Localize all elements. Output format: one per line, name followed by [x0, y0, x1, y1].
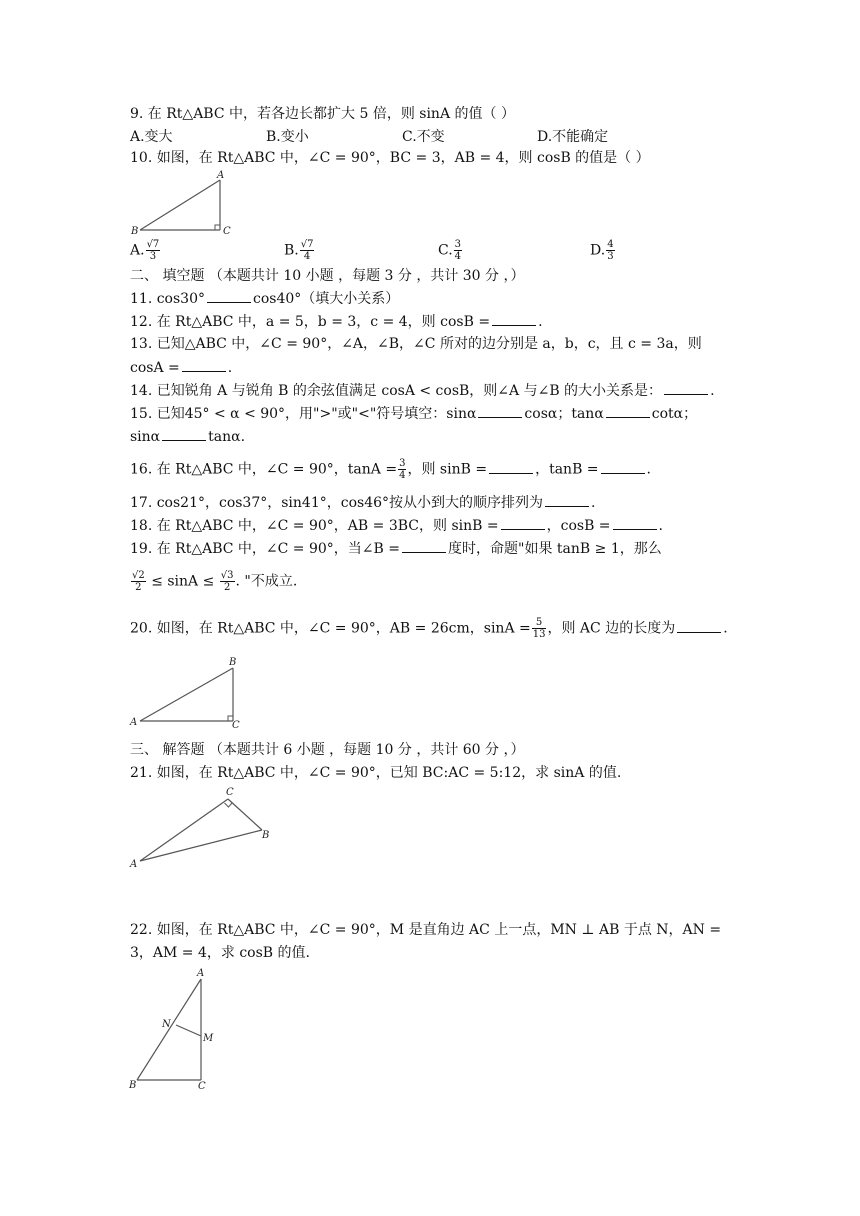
q10-option-a-fraction	[146, 239, 161, 262]
q10-option-d-den: 3	[607, 251, 614, 262]
q21-label-a: A	[130, 859, 138, 870]
q10-option-a-letter: A.	[130, 242, 145, 259]
q13-blank	[182, 357, 226, 372]
q13-part-b: .	[227, 360, 233, 376]
q14-part-a: 14. 已知锐角 A 与锐角 B 的余弦值满足 cosA < cosB，则∠A 与∠B 的大小关系是：	[130, 383, 663, 399]
q22-label-a: A	[197, 968, 205, 979]
q9-option-b: B.变小	[266, 129, 309, 145]
q20-den: 13	[532, 629, 546, 640]
q10-option-b-fraction	[300, 239, 315, 262]
q21-side-ab	[140, 830, 262, 861]
q14-part-b: .	[710, 383, 715, 399]
section3-heading: 三、 解答题 （本题共计 6 小题 ，每题 10 分 ，共计 60 分 ，）	[130, 742, 525, 758]
q22-segment-mn	[176, 1025, 201, 1036]
q15-part-c: cotα；	[651, 406, 698, 422]
q10-option-d-letter: D.	[590, 242, 606, 259]
q15-part-b: cosα；tanα	[524, 406, 604, 422]
q17-part-b: .	[591, 495, 596, 511]
q17-part-a: 17. cos21°，cos37°，sin41°，cos46°按从小到大的顺序排列为	[130, 495, 544, 511]
q20-num: 5	[532, 617, 547, 629]
q20-fraction	[532, 617, 547, 640]
q18-part-c: .	[658, 518, 663, 534]
q16-den: 4	[399, 470, 406, 481]
q22-line2: 3，AM = 4，求 cosB 的值.	[130, 945, 310, 961]
q13-line1: 13. 已知△ABC 中，∠C = 90°，∠A，∠B，∠C 所对的边分别是 a，b，c，且 c = 3a，则	[130, 336, 702, 352]
q11-part-b: cos40°（填大小关系）	[252, 291, 400, 307]
q12-part-b: .	[538, 314, 543, 330]
q18-blank-1	[501, 515, 545, 530]
q19-part-d: . "不成立.	[235, 573, 298, 590]
q16-fraction	[398, 458, 406, 481]
q21-label-c: C	[226, 787, 234, 798]
q16-line	[130, 458, 651, 481]
q16-part-b: ，则 sinB =	[407, 461, 488, 478]
q20-part-c: .	[723, 620, 728, 637]
q11-line	[130, 288, 399, 309]
q10-label-c: C	[223, 226, 231, 237]
q20-part-a: 20. 如图，在 Rt△ABC 中，∠C = 90°，AB = 26cm，sinA =	[130, 620, 531, 637]
q21-stem: 21. 如图，在 Rt△ABC 中，∠C = 90°，已知 BC:AC = 5:12，求 sinA 的值.	[130, 765, 622, 781]
q22-triangle-figure	[125, 965, 225, 1095]
q22-label-c: C	[198, 1081, 206, 1092]
q13-line2	[130, 357, 232, 378]
q20-label-b: B	[229, 657, 237, 668]
q21-right-angle-mark	[225, 803, 233, 807]
q11-part-a: 11. cos30°	[130, 291, 205, 307]
q10-option-d	[590, 239, 616, 262]
q10-option-b-num: √7	[300, 239, 314, 250]
q10-triangle-figure	[128, 170, 238, 240]
q15-line2	[130, 426, 245, 447]
q10-option-c	[438, 239, 463, 262]
q16-num: 3	[399, 458, 406, 469]
q18-line	[130, 515, 663, 536]
q19-blank	[402, 538, 446, 553]
q22-label-n: N	[162, 1019, 171, 1030]
q10-label-b: B	[131, 226, 139, 237]
q10-option-a-num: √7	[146, 239, 160, 250]
q12-line	[130, 311, 543, 332]
q10-option-c-fraction	[454, 239, 462, 262]
q11-blank	[207, 288, 251, 303]
q9-option-a: A.变大	[130, 129, 173, 145]
q12-part-a: 12. 在 Rt△ABC 中，a = 5，b = 3，c = 4，则 cosB =	[130, 314, 491, 330]
q10-right-angle-mark	[215, 225, 220, 230]
q18-blank-2	[613, 515, 657, 530]
q20-triangle-figure	[128, 655, 248, 730]
q20-blank	[677, 618, 721, 633]
q10-option-a-den: 3	[149, 251, 157, 262]
q19-part-c: ≤ sinA ≤	[151, 573, 215, 590]
q16-blank-2	[601, 459, 645, 474]
q21-side-cb	[228, 799, 262, 830]
q14-line	[130, 380, 715, 401]
q21-label-b: B	[262, 830, 270, 841]
q14-blank	[664, 380, 708, 395]
q20-side-ab	[140, 668, 233, 721]
q10-side-ab	[140, 180, 220, 230]
q19-fraction-1	[131, 570, 146, 593]
q19-num-2: √3	[220, 570, 234, 581]
q19-line1	[130, 538, 662, 559]
q10-label-a: A	[217, 170, 225, 181]
q17-blank	[545, 492, 589, 507]
q10-option-b	[284, 239, 315, 262]
q19-part-b: 度时，命题"如果 tanB ≥ 1，那么	[448, 541, 662, 557]
q20-part-b: ，则 AC 边的长度为	[547, 620, 676, 637]
q19-den-2: 2	[223, 582, 231, 593]
q10-option-c-letter: C.	[438, 242, 453, 259]
q10-option-d-fraction	[606, 239, 614, 262]
q12-blank	[492, 311, 536, 326]
q20-label-c: C	[232, 720, 240, 731]
q22-label-m: M	[203, 1033, 214, 1044]
q15-blank-2	[606, 403, 650, 418]
q16-blank-1	[489, 459, 533, 474]
q20-line	[130, 617, 728, 640]
q19-num-1: √2	[132, 570, 145, 581]
q17-line	[130, 492, 595, 513]
q10-option-a	[130, 239, 161, 262]
q16-part-a: 16. 在 Rt△ABC 中，∠C = 90°，tanA =	[130, 461, 398, 478]
q19-fraction-2	[220, 570, 235, 593]
q13-part-a: cosA =	[130, 360, 180, 376]
q15-blank-1	[478, 403, 522, 418]
q10-option-c-den: 4	[454, 251, 462, 262]
section2-heading: 二、 填空题 （本题共计 10 小题 ，每题 3 分 ，共计 30 分 ，）	[130, 268, 525, 284]
q19-den-1: 2	[135, 582, 142, 593]
q10-option-b-letter: B.	[284, 242, 299, 259]
q15-part-e: tanα.	[208, 429, 246, 445]
q9-stem: 9. 在 Rt△ABC 中，若各边长都扩大 5 倍，则 sinA 的值（ ）	[130, 106, 515, 122]
q10-option-c-num: 3	[454, 239, 462, 250]
q19-part-a: 19. 在 Rt△ABC 中，∠C = 90°，当∠B =	[130, 541, 401, 557]
q21-triangle-figure	[128, 785, 278, 875]
q10-stem: 10. 如图，在 Rt△ABC 中，∠C = 90°，BC = 3，AB = 4，则 cosB 的值是（ ）	[130, 150, 650, 166]
q21-side-ac	[140, 799, 228, 861]
q18-part-a: 18. 在 Rt△ABC 中，∠C = 90°，AB = 3BC，则 sinB =	[130, 518, 499, 534]
q20-label-a: A	[130, 717, 138, 728]
q22-label-b: B	[129, 1080, 137, 1091]
q15-part-d: sinα	[130, 429, 161, 445]
q10-option-b-den: 4	[303, 251, 311, 262]
q15-line1	[130, 403, 697, 424]
q9-option-c: C.不变	[402, 129, 445, 145]
q15-blank-3	[162, 426, 206, 441]
q22-line1: 22. 如图，在 Rt△ABC 中，∠C = 90°，M 是直角边 AC 上一点，MN ⊥ AB 于点 N，AN =	[130, 922, 722, 938]
q10-option-d-num: 4	[607, 239, 614, 250]
q15-part-a: 15. 已知45° < α < 90°，用">"或"<"符号填空：sinα	[130, 406, 477, 422]
q19-line2	[130, 570, 297, 593]
q18-part-b: ，cosB =	[546, 518, 611, 534]
q16-part-d: .	[646, 461, 651, 478]
q16-part-c: ，tanB =	[535, 461, 599, 478]
q9-option-d: D.不能确定	[537, 129, 609, 145]
